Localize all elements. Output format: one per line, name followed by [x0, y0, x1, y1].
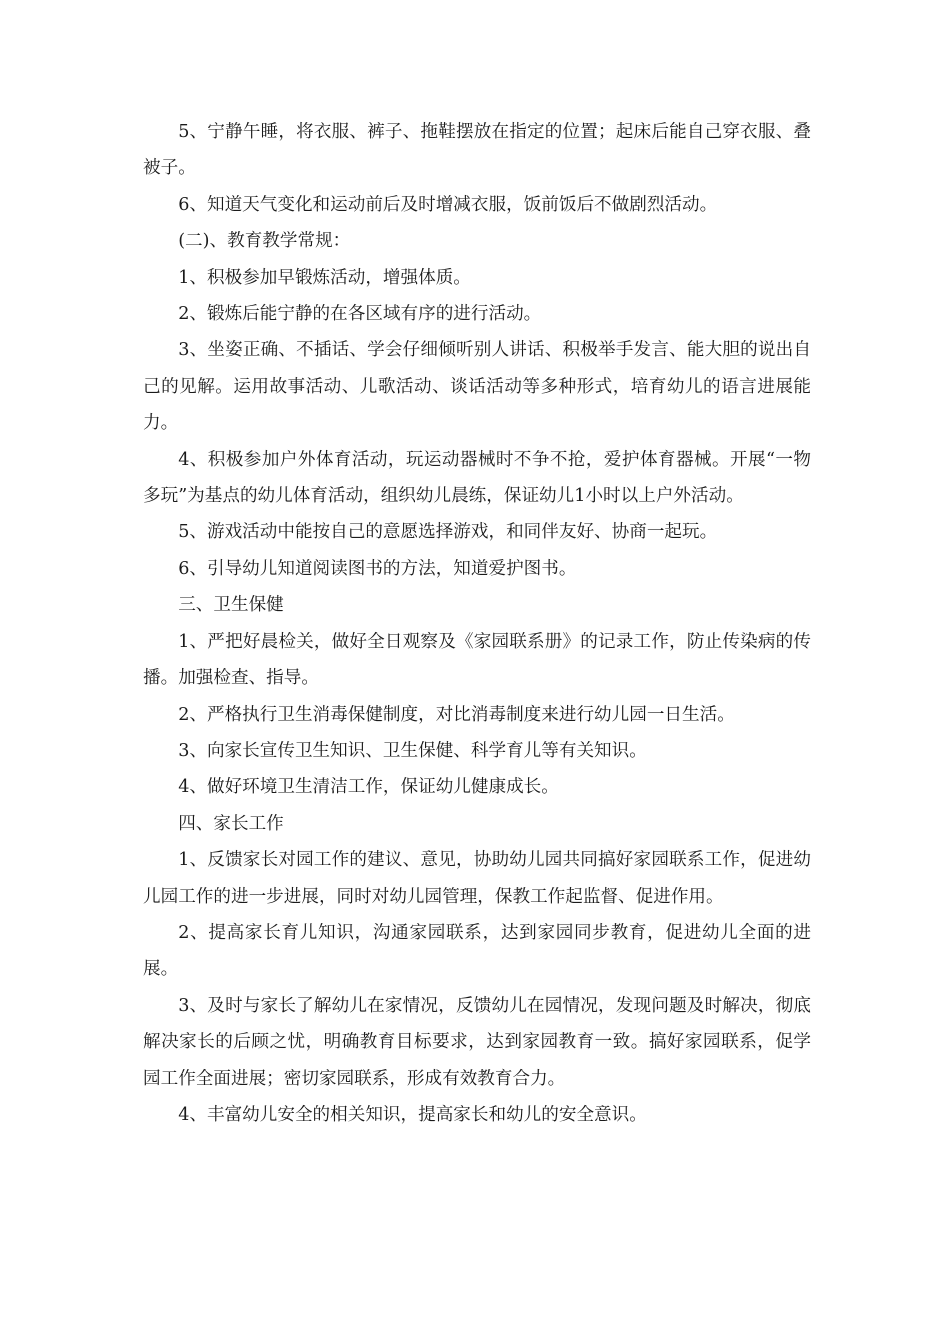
paragraph: 1、积极参加早锻炼活动，增强体质。 [178, 267, 471, 288]
paragraph: 1、反馈家长对园工作的建议、意见，协助幼儿园共同搞好家园联系工作，促进幼儿园工作的进一步进展，同时对幼儿园管理，保教工作起监督、促进作用。 [143, 850, 811, 907]
paragraph: 1、严把好晨检关，做好全日观察及《家园联系册》的记录工作，防止传染病的传播。加强检查、指导。 [143, 631, 811, 689]
section-heading: 三、卫生保健 [178, 595, 284, 616]
paragraph: 2、锻炼后能宁静的在各区域有序的进行活动。 [178, 304, 542, 325]
paragraph: 3、坐姿正确、不插话、学会仔细倾听别人讲话、积极举手发言、能大胆的说出自己的见解。运用故事活动、儿歌活动、谈话活动等多种形式，培育幼儿的语言进展能力。 [143, 340, 811, 434]
paragraph: 4、丰富幼儿安全的相关知识，提高家长和幼儿的安全意识。 [178, 1104, 647, 1125]
paragraph: 6、引导幼儿知道阅读图书的方法，知道爱护图书。 [178, 558, 577, 579]
paragraph: 2、严格执行卫生消毒保健制度，对比消毒制度来进行幼儿园一日生活。 [178, 704, 735, 725]
paragraph: 4、积极参加户外体育活动，玩运动器械时不争不抢，爱护体育器械。开展“一物多玩”为基点的幼儿体育活动，组织幼儿晨练，保证幼儿1小时以上户外活动。 [143, 449, 811, 507]
paragraph: 5、宁静午睡，将衣服、裤子、拖鞋摆放在指定的位置；起床后能自己穿衣服、叠被子。 [143, 122, 811, 179]
paragraph: 5、游戏活动中能按自己的意愿选择游戏，和同伴友好、协商一起玩。 [178, 522, 718, 543]
section-heading: (二)、教育教学常规： [178, 231, 351, 252]
paragraph: 4、做好环境卫生清洁工作，保证幼儿健康成长。 [178, 777, 559, 798]
section-heading: 四、家长工作 [178, 813, 284, 834]
paragraph: 3、向家长宣传卫生知识、卫生保健、科学育儿等有关知识。 [178, 740, 647, 761]
paragraph: 3、及时与家长了解幼儿在家情况，反馈幼儿在园情况，发现问题及时解决，彻底解决家长的后顾之忧，明确教育目标要求，达到家园教育一致。搞好家园联系，促学园工作全面进展；密切家园联系，形成有效教育合力。 [143, 995, 811, 1089]
paragraph: 2、提高家长育儿知识，沟通家园联系，达到家园同步教育，促进幼儿全面的进展。 [143, 922, 811, 980]
document-body [143, 114, 811, 1133]
paragraph: 6、知道天气变化和运动前后及时增减衣服，饭前饭后不做剧烈活动。 [178, 194, 718, 215]
